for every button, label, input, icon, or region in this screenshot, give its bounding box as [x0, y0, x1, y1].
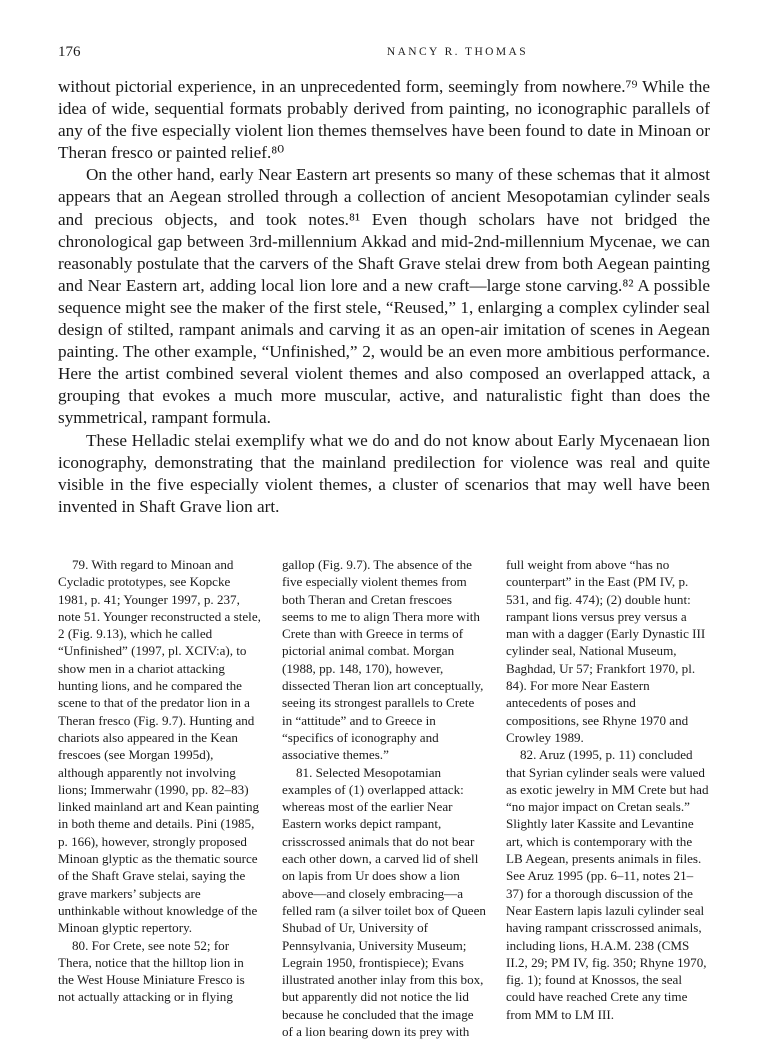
- footnote-column-2: [282, 556, 486, 1040]
- footnote-81-continued: full weight from above “has no counterpart” in the East (PM IV, p. 531, and fig. 474); (2) double hunt: rampant lions versus prey versus a man with a dagger (Early Dynastic III cylinder seal, National Museum, Baghdad, Ur 57; Frankfort 1970, pl. 84). For more Near Eastern antecedents of poses and compositions, see Rhyne 1970 and Crowley 1989.: [506, 557, 706, 745]
- paragraph-2: On the other hand, early Near Eastern art presents so many of these schemas that it almost appears that an Aegean strolled through a collection of ancient Mesopotamian cylinder seals and precious objects, and took notes.⁸¹ Even though scholars have not bridged the chronological gap between 3rd-millennium Akkad and mid-2nd-millennium Mycenae, we can reasonably postulate that the carvers of the Shaft Grave stelai drew from both Aegean painting and Near Eastern art, adding local lion lore and a new craft—large stone carving.⁸² A possible sequence might see the maker of the first stele, “Reused,” 1, enlarging a complex cylinder seal design of stilted, rampant animals and carving it as an open-air imitation of scenes in Aegean painting. The other example, “Unfinished,” 2, would be an even more ambitious performance. Here the artist combined several violent themes and also composed an overlapped attack, a grouping that evokes a much more muscular, active, and naturalistic fight than does the symmetrical, rampant formula.: [58, 165, 710, 428]
- paragraph-1: without pictorial experience, in an unprecedented form, seemingly from nowhere.⁷⁹ While the idea of wide, sequential formats probably derived from painting, no iconographic parallels of any of the five especially violent lion themes themselves have been found to date in Minoan or Theran fresco or painted relief.⁸⁰: [58, 77, 710, 163]
- footnote-81: 81. Selected Mesopotamian examples of (1) overlapped attack: whereas most of the earlier Near Eastern works depict rampant, crisscrossed animals that do not bear each other down, a carved lid of shell on lapis from Ur does show a lion above—and closely embracing—a felled ram (a silver toilet box of Queen Shubad of Ur, University of Pennsylvania, University Museum; Legrain 1950, frontispiece); Evans illustrated another inlay from this box, but apparently did not notice the lid because he concluded that the image of a lion bearing down its prey with: [282, 764, 486, 1040]
- footnote-80: 80. For Crete, see note 52; for Thera, notice that the hilltop lion in the West House Miniature Fresco is not actually attacking or in flying: [58, 937, 245, 1005]
- paragraph-3: These Helladic stelai exemplify what we do and do not know about Early Mycenaean lion iconography, demonstrating that the mainland predilection for violence was real and quite visible in the five especially violent themes, a cluster of scenarios that may well have been invented in Shaft Grave lion art.: [58, 430, 710, 516]
- running-head: NANCY R. THOMAS: [386, 46, 528, 58]
- footnote-column-3: [506, 556, 710, 1040]
- footnote-column-1: [58, 556, 262, 1040]
- footnote-82: 82. Aruz (1995, p. 11) concluded that Syrian cylinder seals were valued as exotic jewelry in MM Crete but had “no major impact on Cretan seals.” Slightly later Kassite and Levantine art, which is contemporary with the LB Aegean, presents animals in files. See Aruz 1995 (pp. 6–11, notes 21–37) for a thorough discussion of the Near Eastern lapis lazuli cylinder seal having rampant crisscrossed animals, including lions, H.A.M. 238 (CMS II.2, 29; PM IV, fig. 350; Rhyne 1970, fig. 1); found at Knossos, the seal could have reached Crete any time from MM to LM III.: [506, 747, 709, 1022]
- footnote-79: 79. With regard to Minoan and Cycladic prototypes, see Kopcke 1981, p. 41; Younger 1997, p. 237, note 51. Younger reconstructed a stele, 2 (Fig. 9.13), which he called “Unfinished” (1997, pl. XCIV:a), to show men in a chariot attacking hunting lions, and he compared the scene to that of the predator lion in a Theran fresco (Fig. 9.7). Hunting and chariots also appeared in the Kean frescoes (see Morgan 1995d), although apparently not involving lions; Immerwahr (1990, pp. 82–83) linked mainland art and Kean painting in both theme and details. Pini (1985, p. 166), however, strongly proposed Minoan glyptic as the thematic source of the Shaft Grave stelai, saying the grave markers’ subjects are unthinkable without knowledge of the Minoan glyptic repertory.: [58, 557, 261, 936]
- main-text: [58, 76, 710, 518]
- page-number: 176: [58, 44, 81, 60]
- footnote-80-continued: gallop (Fig. 9.7). The absence of the five especially violent themes from both Theran and Cretan frescoes seems to me to align Thera more with Crete than with Greece in terms of pictorial animal combat. Morgan (1988, pp. 148, 170), however, dissected Theran lion art conceptually, seeing its strongest parallels to Crete in “attitude” and to Greece in “specifics of iconography and associative themes.”: [282, 557, 484, 763]
- footnotes: [58, 556, 710, 1040]
